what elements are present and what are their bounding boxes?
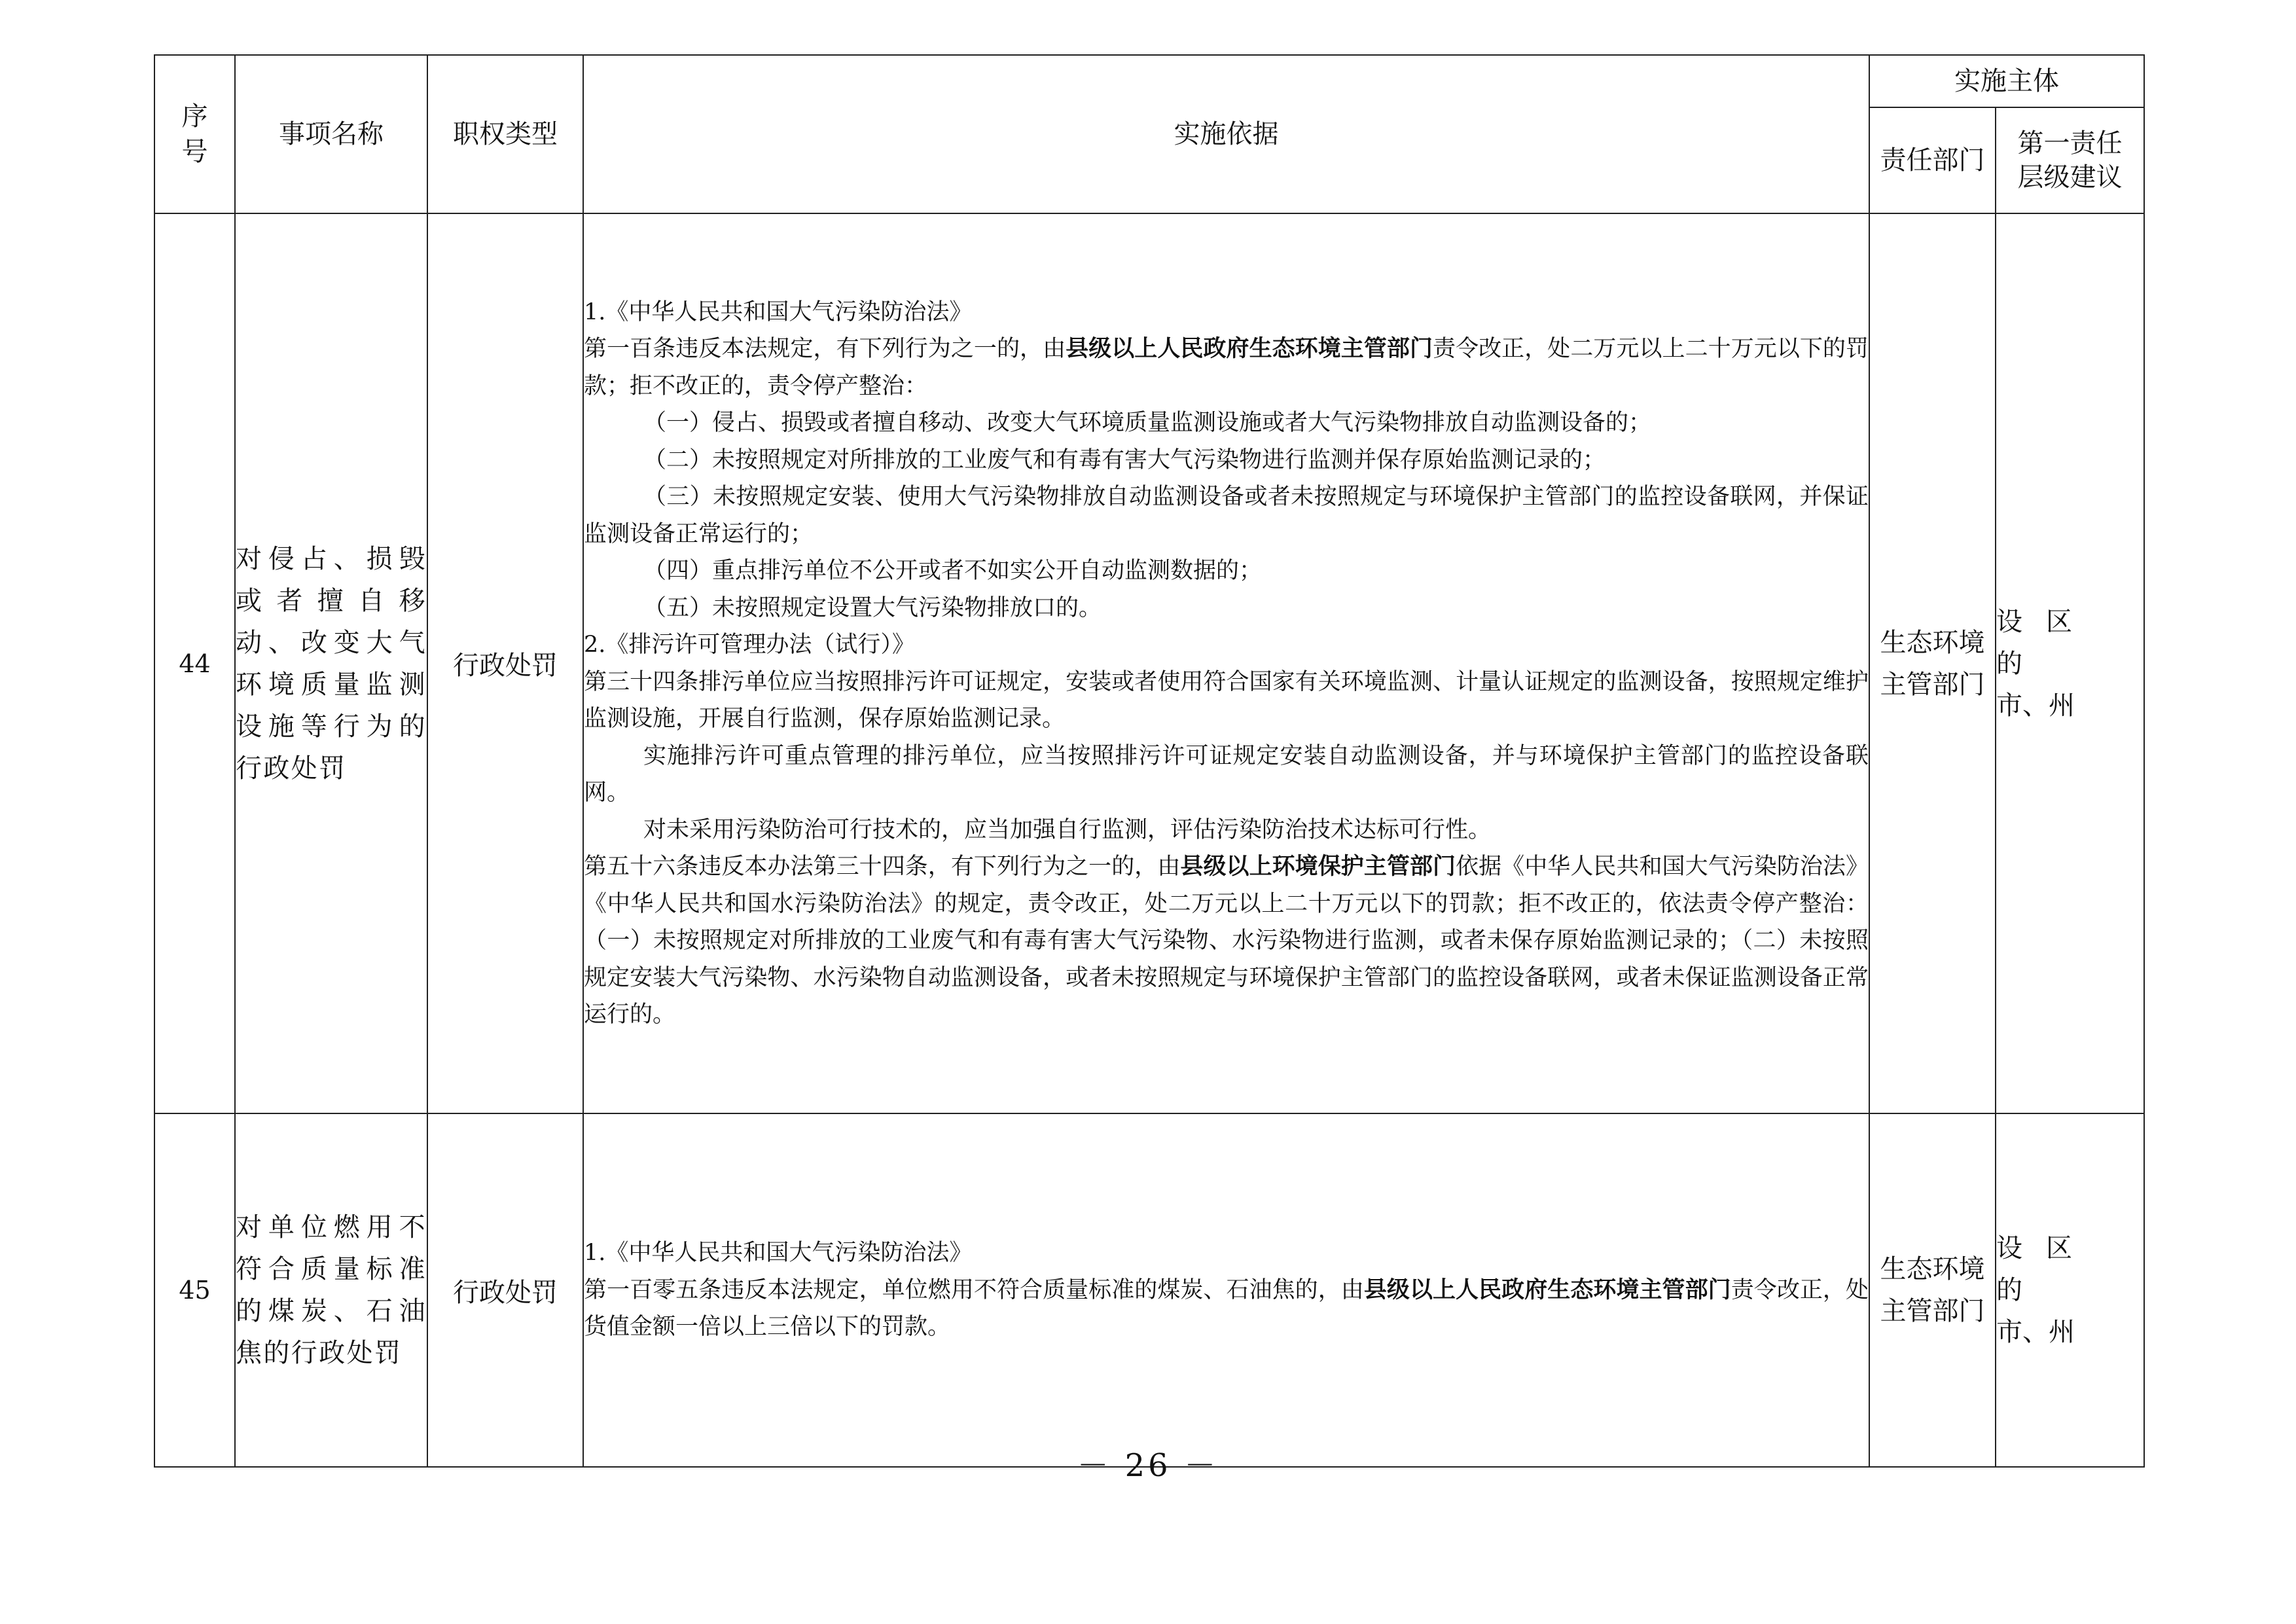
row-level (1996, 213, 2144, 1113)
basis-paragraph: 第三十四条排污单位应当按照排污许可证规定，安装或者使用符合国家有关环境监测、计量认证规定的监测设备，按照规定维护监测设施，开展自行监测，保存原始监测记录。 (584, 668, 1869, 732)
basis-paragraph (584, 1272, 1869, 1346)
header-seq-line2: 号 (181, 137, 208, 167)
page-number: － 26 － (1077, 1447, 1219, 1484)
header-seq (154, 55, 235, 213)
row-item-name: 对侵占、损毁或者擅自移动、改变大气环境质量监测设施等行为的行政处罚 (235, 213, 427, 1113)
basis-paragraph: （三）未按照规定安装、使用大气污染物排放自动监测设备或者未按照规定与环境保护主管部门的监控设备联网，并保证监测设备正常运行的； (584, 484, 1869, 547)
basis-paragraph (584, 848, 1869, 1034)
basis-bold-authority: 县级以上人民政府生态环境主管部门 (1066, 335, 1433, 362)
row-power-type: 行政处罚 (427, 213, 583, 1113)
row-dept: 生态环境主管部门 (1869, 1113, 1996, 1467)
header-item-name: 事项名称 (235, 55, 427, 213)
row-power-type: 行政处罚 (427, 1113, 583, 1467)
basis-paragraph (584, 331, 1869, 405)
basis-bold-authority: 县级以上人民政府生态环境主管部门 (1363, 1276, 1731, 1303)
basis-paragraph: 1.《中华人民共和国大气污染防治法》 (584, 298, 973, 325)
row-seq: 45 (154, 1113, 235, 1467)
basis-paragraph: （四）重点排污单位不公开或者不如实公开自动监测数据的； (643, 558, 1263, 584)
basis-text: 责令改正，处二万元以上二十万元以下的罚款；拒不改正的，责令停产整治： (584, 336, 1869, 399)
basis-text: 责令改正，处货值金额一倍以上三倍以下的罚款。 (584, 1276, 1869, 1341)
header-level-line1: 第一责任 (2017, 128, 2123, 158)
basis-paragraph: （五）未按照规定设置大气污染物排放口的。 (643, 594, 1102, 621)
basis-paragraph: 2.《排污许可管理办法（试行）》 (584, 632, 915, 658)
row-level-line1: 设区的 (1996, 606, 2096, 679)
header-level-line2: 层级建议 (2017, 162, 2123, 192)
row-level-line2: 市、州 (1996, 1317, 2075, 1347)
basis-text: 第一百条违反本法规定，有下列行为之一的，由 (584, 336, 1066, 362)
header-power-type: 职权类型 (427, 55, 583, 213)
header-subject: 实施主体 (1869, 55, 2144, 107)
header-dept: 责任部门 (1869, 107, 1996, 213)
basis-paragraph: （一）侵占、损毁或者擅自移动、改变大气环境质量监测设施或者大气污染物排放自动监测设备的； (643, 410, 1652, 436)
basis-bold-authority: 县级以上环境保护主管部门 (1180, 853, 1456, 880)
basis-text: 第五十六条违反本办法第三十四条，有下列行为之一的，由 (584, 854, 1181, 880)
row-basis (583, 213, 1869, 1113)
header-level (1996, 107, 2144, 213)
basis-text: 依据《中华人民共和国大气污染防治法》《中华人民共和国水污染防治法》的规定，责令改正，处二万元以上二十万元以下的罚款；拒不改正的，依法责令停产整治：（一）未按照规定对所排放的工业废气和有毒有害大气污染物、水污染物进行监测，或者未保存原始监测记录的；（二）未按照规定安装大气污染物、水污染物自动监测设备，或者未按照规定与环境保护主管部门的监控设备联网，或者未保证监测设备正常运行的。 (584, 854, 1869, 1028)
enforcement-table (154, 54, 2145, 1468)
row-level-line1: 设区的 (1996, 1233, 2096, 1305)
row-level (1996, 1113, 2144, 1467)
basis-paragraph: （二）未按照规定对所排放的工业废气和有毒有害大气污染物进行监测并保存原始监测记录的； (643, 446, 1606, 473)
header-basis: 实施依据 (583, 55, 1869, 213)
row-seq: 44 (154, 213, 235, 1113)
row-item-name: 对单位燃用不符合质量标准的煤炭、石油焦的行政处罚 (235, 1113, 427, 1467)
basis-paragraph: 实施排污许可重点管理的排污单位，应当按照排污许可证规定安装自动监测设备，并与环境保护主管部门的监控设备联网。 (584, 742, 1869, 806)
basis-paragraph: 1.《中华人民共和国大气污染防治法》 (584, 1240, 973, 1267)
basis-text: 第一百零五条违反本法规定，单位燃用不符合质量标准的煤炭、石油焦的，由 (584, 1276, 1364, 1303)
table-row (154, 213, 2144, 1113)
basis-paragraph: 对未采用污染防治可行技术的，应当加强自行监测，评估污染防治技术达标可行性。 (643, 816, 1492, 843)
table-row (154, 1113, 2144, 1467)
row-level-line2: 市、州 (1996, 690, 2075, 721)
row-dept: 生态环境主管部门 (1869, 213, 1996, 1113)
row-basis (583, 1113, 1869, 1467)
header-seq-line1: 序 (181, 101, 208, 132)
